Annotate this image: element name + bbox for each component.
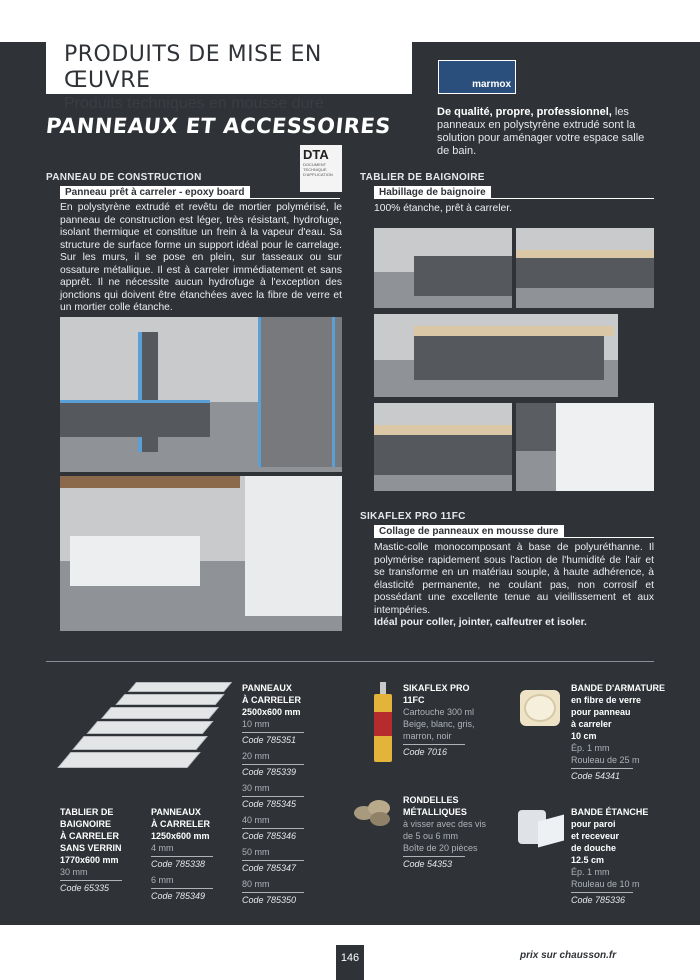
product-detail: Ép. 1 mm: [571, 867, 610, 877]
product-code: Code 7016: [403, 744, 465, 758]
product-title-line: 12.5 cm: [571, 855, 605, 865]
product-code: Code 785336: [571, 892, 633, 906]
product-bande-etanche: [571, 806, 666, 906]
section-divider: [46, 661, 654, 662]
product-title-line: 1770x600 mm: [60, 855, 119, 865]
tablier-photo-4: [374, 403, 512, 491]
sikaflex-tagline: Idéal pour coller, jointer, calfeutrer et isoler.: [374, 617, 587, 628]
product-title-line: PANNEAUX: [242, 683, 292, 693]
product-dim: 80 mm: [242, 879, 270, 889]
bathroom-photo-1: [60, 317, 342, 472]
product-title-line: SIKAFLEX PRO: [403, 683, 470, 693]
product-code: Code 785351: [242, 732, 304, 746]
product-title-line: pour paroi: [571, 819, 616, 829]
product-code: Code 785346: [242, 828, 304, 842]
product-code: Code 54341: [571, 768, 633, 782]
product-code: Code 785345: [242, 796, 304, 810]
product-tablier-sans-verrin: [60, 806, 150, 894]
product-dim: 6 mm: [151, 875, 174, 885]
product-code: Code 785339: [242, 764, 304, 778]
product-detail: Cartouche 300 ml: [403, 707, 475, 717]
page-title: PRODUITS DE MISE EN ŒUVRE: [64, 42, 322, 93]
product-title-line: SANS VERRIN: [60, 843, 122, 853]
dta-badge: [300, 145, 342, 192]
dta-title: DTA: [303, 147, 329, 162]
intro-bold: De qualité, propre, professionnel,: [437, 106, 612, 118]
product-dim: 10 mm: [242, 719, 270, 729]
section-title: PANNEAUX ET ACCESSOIRES: [44, 114, 393, 138]
dta-line-3: D'APPLICATION: [303, 172, 333, 177]
tablier-heading: TABLIER DE BAIGNOIRE: [360, 172, 485, 183]
product-title-line: pour panneau: [571, 707, 631, 717]
sikaflex-cartridge-image: [372, 682, 394, 764]
product-dim: 4 mm: [151, 843, 174, 853]
product-detail: Boîte de 20 pièces: [403, 843, 478, 853]
product-detail: Rouleau de 10 m: [571, 879, 640, 889]
product-code: Code 785350: [242, 892, 304, 906]
panneau-description: En polystyrène extrudé et revêtu de mortier polymérisé, le panneau de construction est léger, très résistant, hydrofuge, isolant thermique et constitue un frein à la vapeur d'eau. Sa structure de surface forme un support idéal pour le carrelage. Sur les murs, il se pose en plein, sur tasseaux ou sur ossature métallique. Il est à carreler immédiatement et sans apprêt. Il ne nécessite aucun hydrofuge à l'exception des jonctions qui doivent être étanchées avec la fibre de verre et un mortier colle étanche.: [60, 202, 342, 313]
logo-text: marmox: [472, 79, 511, 90]
product-title-line: BAIGNOIRE: [60, 819, 112, 829]
product-sikaflex: [403, 682, 495, 758]
product-panneaux-2500: [242, 682, 337, 906]
tablier-photo-1: [374, 228, 512, 308]
product-title-line: PANNEAUX: [151, 807, 201, 817]
marmox-logo: [438, 60, 516, 94]
intro-text: [437, 106, 657, 158]
bande-armature-image: [518, 686, 562, 730]
intro-rest: les panneaux en polystyrène extrudé sont la solution pour aménager votre espace salle de bain.: [437, 106, 645, 157]
page-number: 146: [336, 945, 364, 980]
sikaflex-pill: Collage de panneaux en mousse dure: [374, 525, 564, 538]
product-title-line: en fibre de verre: [571, 695, 642, 705]
product-title-line: TABLIER DE: [60, 807, 114, 817]
product-detail: Rouleau de 25 m: [571, 755, 640, 765]
product-detail: de 5 ou 6 mm: [403, 831, 459, 841]
bande-etanche-image: [516, 804, 564, 848]
tablier-description: 100% étanche, prêt à carreler.: [374, 203, 512, 214]
product-title-line: et receveur: [571, 831, 620, 841]
tablier-photo-3: [374, 314, 618, 397]
product-title-line: À CARRELER: [151, 819, 211, 829]
rondelles-image: [352, 798, 396, 828]
product-title-line: RONDELLES: [403, 795, 459, 805]
dta-line-2: TECHNIQUE: [303, 167, 327, 172]
page-subtitle: Produits techniques en mousse dure: [64, 95, 324, 112]
product-code: Code 54353: [403, 856, 465, 870]
product-title-line: À CARRELER: [242, 695, 302, 705]
product-title-line: 10 cm: [571, 731, 597, 741]
panneau-pill: Panneau prêt à carreler - epoxy board: [60, 186, 250, 199]
product-detail: à visser avec des vis: [403, 819, 487, 829]
product-detail: Beige, blanc, gris,: [403, 719, 475, 729]
product-title-line: À CARRELER: [60, 831, 120, 841]
product-bande-armature: [571, 682, 666, 782]
product-title-line: à carreler: [571, 719, 612, 729]
tablier-photo-2: [516, 228, 654, 308]
sikaflex-heading: SIKAFLEX PRO 11FC: [360, 511, 466, 522]
product-detail: Ép. 1 mm: [571, 743, 610, 753]
product-title-line: 2500x600 mm: [242, 707, 301, 717]
panneau-heading: PANNEAU DE CONSTRUCTION: [46, 172, 202, 183]
product-title-line: MÉTALLIQUES: [403, 807, 467, 817]
top-white-band: [0, 0, 700, 42]
dta-line-1: DOCUMENT: [303, 162, 327, 167]
product-title-line: BANDE D'ARMATURE: [571, 683, 665, 693]
product-dim: 20 mm: [242, 751, 270, 761]
product-rondelles: [403, 794, 495, 870]
tablier-pill: Habillage de baignoire: [374, 186, 491, 199]
sikaflex-description: Mastic-colle monocomposant à base de polyuréthanne. Il polymérise rapidement sous l'action de l'humidité de l'air et se transforme en un matériau souple, à haute adhérence, à élasticité permanente, ne coulant pas, non corrosif et possédant une excellente tenue au vieillissement et aux intempéries.: [374, 542, 654, 616]
product-dim: 30 mm: [242, 783, 270, 793]
product-code: Code 785347: [242, 860, 304, 874]
bathroom-photo-2: [60, 476, 342, 631]
product-code: Code 785338: [151, 856, 213, 870]
product-dim: 40 mm: [242, 815, 270, 825]
product-title-line: de douche: [571, 843, 617, 853]
product-code: Code 785349: [151, 888, 213, 902]
site-link[interactable]: prix sur chausson.fr: [520, 950, 617, 961]
title-box: [46, 40, 412, 112]
product-code: Code 65335: [60, 880, 122, 894]
product-panneaux-1250: [151, 806, 241, 902]
product-dim: 30 mm: [60, 867, 88, 877]
product-title-line: 11FC: [403, 695, 425, 705]
tablier-photo-mosaic: [516, 403, 654, 491]
panel-stack-illustration: [60, 680, 230, 780]
product-title-line: BANDE ÉTANCHE: [571, 807, 649, 817]
product-detail: marron, noir: [403, 731, 452, 741]
product-dim: 50 mm: [242, 847, 270, 857]
product-title-line: 1250x600 mm: [151, 831, 210, 841]
